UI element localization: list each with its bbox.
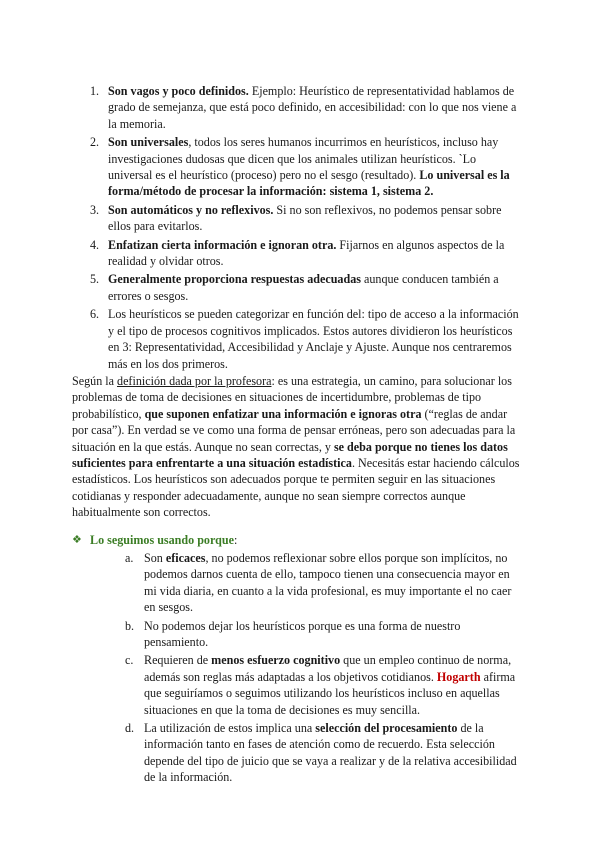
list-letter: a.	[125, 551, 134, 565]
list-text: afirma que seguiríamos o seguimos utilizando los heurísticos incluso en aquellas situaciones en que la toma de decisiones es muy sencilla.	[144, 669, 516, 717]
numbered-list	[90, 83, 522, 374]
list-letter: c.	[125, 653, 134, 668]
section-title: Lo seguimos usando porque	[90, 533, 234, 547]
bold-phrase: Generalmente proporciona respuestas adecuadas	[108, 272, 361, 287]
list-item	[125, 550, 524, 616]
bold-phrase: Enfatizan cierta información e ignoran otra.	[108, 237, 337, 252]
list-text: que un empleo continuo de norma, además son reglas más adaptadas a los objetivos cotidianos.	[144, 653, 512, 684]
list-text: No podemos dejar los heurísticos porque es una forma de nuestro pensamiento.	[144, 618, 461, 650]
section-heading	[72, 532, 238, 548]
list-item	[125, 720, 524, 786]
list-letter: b.	[125, 618, 135, 633]
list-number: 4.	[90, 237, 100, 252]
author-name: Hogarth	[436, 669, 481, 684]
list-text: , no podemos reflexionar sobre ellos porque son implícitos, no podemos darnos cuenta de ello, tampoco tienen una consecuencia mayor en mi vida diaria, en cuanto a la vida profesional, es muy importante el no caer en sesgos.	[144, 551, 512, 615]
bold-phrase: Son automáticos y no reflexivos.	[108, 202, 274, 217]
section-colon: :	[233, 533, 238, 547]
list-number: 1.	[90, 84, 100, 98]
list-item	[125, 618, 524, 651]
paragraph-text: Según la	[72, 374, 118, 388]
list-text: Si no son reflexivos, no podemos pensar sobre ellos para evitarlos.	[108, 202, 502, 234]
paragraph-text: : es una estrategia, un camino, para solucionar los problemas de toma de decisiones en situaciones de incertidumbre, problemas de tipo probabilístico,	[72, 374, 512, 421]
list-item	[90, 202, 522, 235]
list-item	[90, 271, 522, 304]
bold-phrase: eficaces	[165, 551, 206, 565]
bold-phrase: Son universales	[108, 135, 189, 150]
bold-phrase: Son vagos y poco definidos.	[108, 84, 249, 98]
list-text: Los heurísticos se pueden categorizar en función del: tipo de acceso a la información y el tipo de procesos cognitivos implicados. Estos autores dividieron los heurísticos en 3: Representatividad, Accesibilidad y Anclaje y Ajuste. Aunque nos centraremos más en los dos primeros.	[108, 307, 519, 371]
lettered-list	[125, 550, 524, 788]
list-text: La utilización de estos implica una	[144, 721, 316, 736]
list-text: aunque conducen también a errores o sesgos.	[108, 272, 499, 303]
list-item	[90, 83, 522, 132]
list-item	[125, 652, 524, 718]
list-text: Son	[144, 551, 166, 565]
list-letter: d.	[125, 721, 135, 736]
list-text: Ejemplo: Heurístico de representatividad hablamos de grado de semejanza, que está poco definido, en accesibilidad: con lo que nos viene a la memoria.	[108, 84, 517, 131]
bold-phrase: que suponen enfatizar una información e ignoras otra	[144, 406, 422, 421]
list-text: de la información tanto en fases de atención como de recuerdo. Esta selección depende del tipo de juicio que se vaya a realizar y de la relativa accesibilidad de la información.	[144, 721, 517, 785]
list-number: 5.	[90, 272, 100, 287]
list-item	[90, 306, 522, 372]
paragraph-text: (“reglas de andar por casa”). En verdad se ve como una forma de pensar erróneas, pero son adecuadas para la situación en la que estás. Aunque no sean correctas, y	[72, 406, 516, 454]
bold-phrase: selección del procesamiento	[315, 721, 458, 736]
list-text: Requieren de	[144, 653, 212, 668]
paragraph-text: . Necesitás estar haciendo cálculos estadísticos. Los heurísticos son adecuados porque te permiten seguir en las situaciones cotidianas y responder adecuadamente, aunque no sean siempre correctos aunque habitualmente son correctos.	[72, 456, 520, 520]
underlined-phrase: definición dada por la profesora	[117, 374, 272, 388]
definition-paragraph	[72, 373, 524, 521]
list-number: 3.	[90, 202, 100, 217]
bold-phrase: menos esfuerzo cognitivo	[211, 653, 341, 668]
bold-phrase: Lo universal es la forma/método de procesar la información: sistema 1, sistema 2.	[108, 168, 510, 199]
diamond-bullet-icon: ❖	[72, 534, 82, 546]
list-number: 6.	[90, 307, 100, 322]
list-text: , todos los seres humanos incurrimos en heurísticos, incluso hay investigaciones dudosas que dicen que los animales utilizan heurísticos. `Lo universal es el heurístico (proceso) pero no el sesgo (resultado).	[108, 135, 499, 183]
bold-phrase: se deba porque no tienes los datos suficientes para enfrentarte a una situación estadística	[72, 439, 508, 471]
list-item	[90, 134, 522, 200]
list-number: 2.	[90, 135, 100, 150]
list-text: Fijarnos en algunos aspectos de la realidad y olvidar otros.	[108, 237, 505, 269]
list-item	[90, 237, 522, 270]
